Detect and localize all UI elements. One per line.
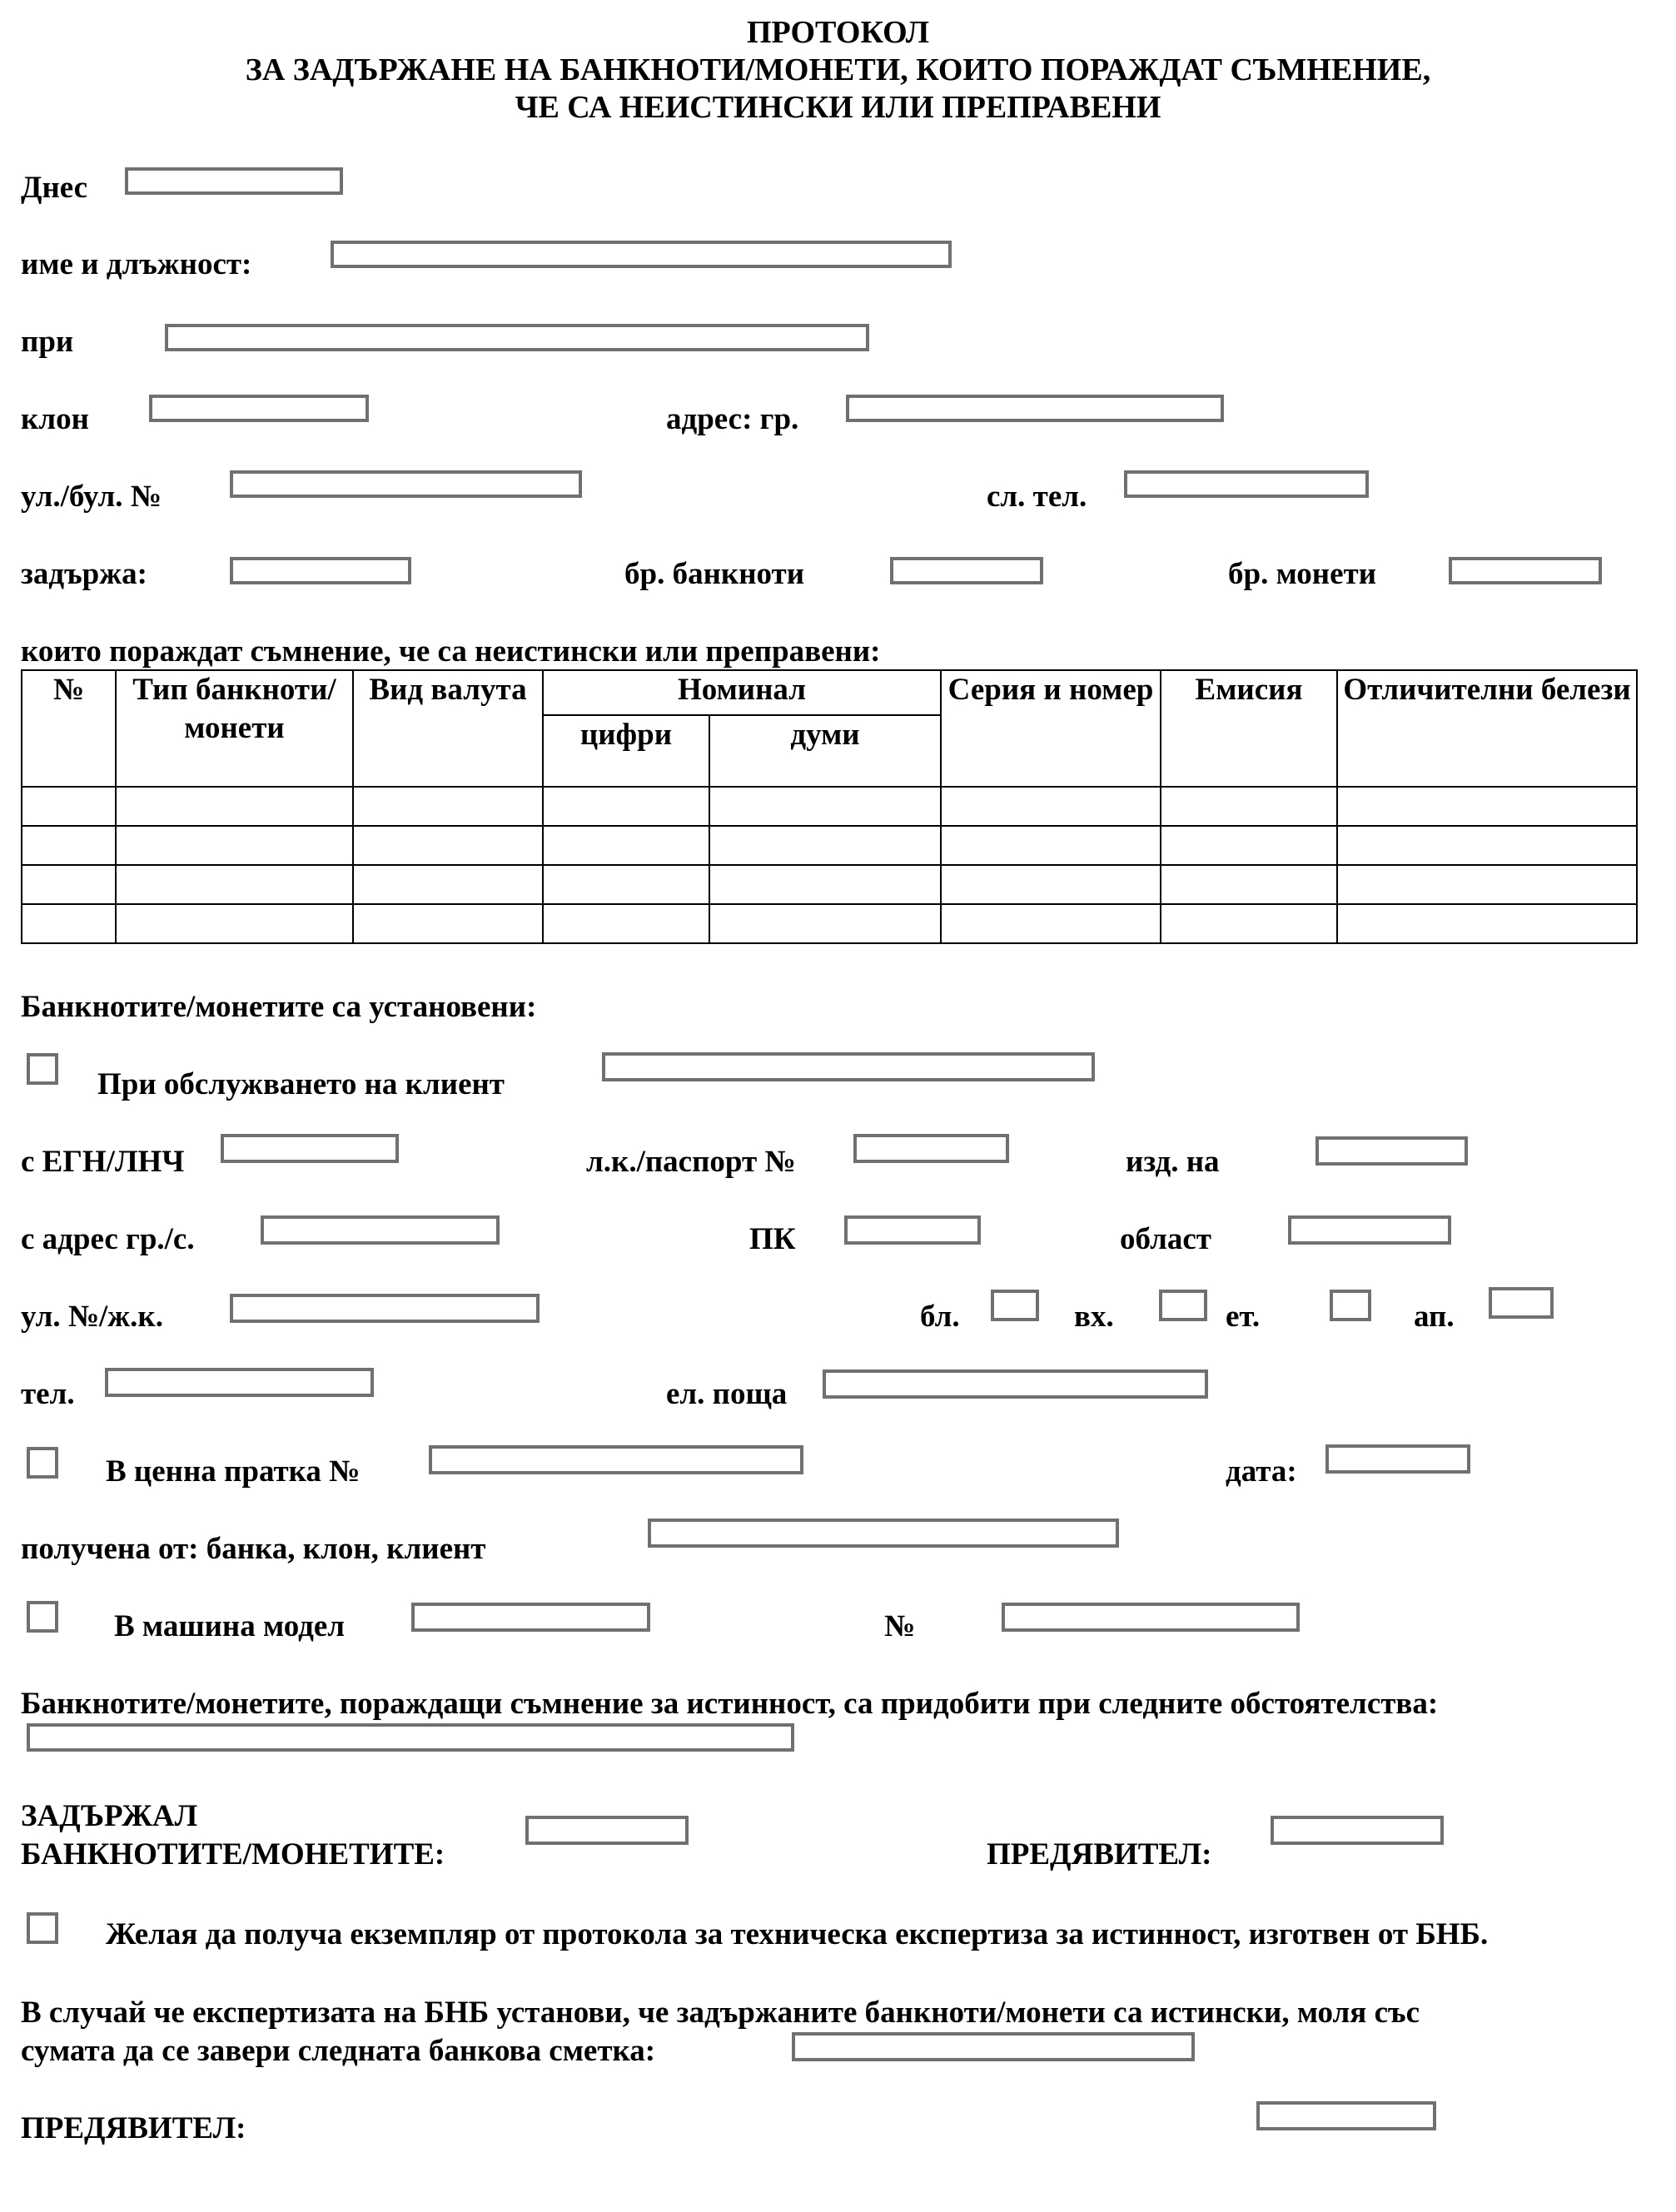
table-cell[interactable] (1337, 787, 1637, 826)
coin-count-field[interactable] (1449, 557, 1602, 584)
email-field[interactable] (823, 1369, 1208, 1399)
table-row (22, 904, 1637, 943)
table-cell[interactable] (1161, 904, 1337, 943)
work-phone-label: сл. тел. (987, 480, 1087, 514)
circumstances-label: Банкнотите/монетите, пораждащи съмнение за истинност, са придобити при следните обстоятелства: (21, 1687, 1439, 1721)
table-cell[interactable] (1337, 826, 1637, 865)
apartment-label: ап. (1414, 1300, 1455, 1334)
table-cell[interactable] (1161, 826, 1337, 865)
at-label: при (21, 325, 74, 359)
table-cell[interactable] (709, 865, 941, 904)
street-label: ул./бул. № (21, 480, 162, 514)
apartment-field[interactable] (1489, 1287, 1554, 1319)
street-complex-label: ул. №/ж.к. (21, 1300, 163, 1334)
block-field[interactable] (991, 1290, 1039, 1321)
table-cell[interactable] (543, 904, 709, 943)
table-cell[interactable] (543, 865, 709, 904)
client-service-label: При обслужването на клиент (97, 1067, 505, 1101)
table-cell[interactable] (1161, 865, 1337, 904)
header-words: думи (709, 715, 941, 787)
floor-field[interactable] (1330, 1290, 1371, 1321)
postal-code-field[interactable] (844, 1215, 981, 1245)
branch-field[interactable] (149, 395, 369, 422)
table-cell[interactable] (116, 787, 353, 826)
egn-label: с ЕГН/ЛНЧ (21, 1145, 185, 1179)
header-no: № (22, 670, 116, 787)
banknote-count-field[interactable] (890, 557, 1043, 584)
valuable-parcel-field[interactable] (429, 1445, 803, 1474)
detained-by-label-line-2: БАНКНОТИТЕ/МОНЕТИТЕ: (21, 1837, 445, 1872)
table-row (22, 826, 1637, 865)
region-label: област (1120, 1222, 1211, 1256)
table-cell[interactable] (116, 904, 353, 943)
header-emission: Емисия (1161, 670, 1337, 787)
want-copy-label: Желая да получа екземпляр от протокола за техническа експертиза за истинност, изготвен от БНБ. (106, 1917, 1489, 1951)
banknote-count-label: бр. банкноти (624, 557, 805, 591)
refund-text-line-1: В случай че експертизата на БНБ установи, че задържаните банкноти/монети са истински, моля със (21, 1996, 1420, 2030)
floor-label: ет. (1226, 1300, 1261, 1334)
street-field[interactable] (230, 470, 582, 498)
postal-code-label: ПК (749, 1222, 796, 1256)
table-cell[interactable] (116, 826, 353, 865)
name-position-label: име и длъжност: (21, 247, 252, 281)
table-cell[interactable] (353, 904, 543, 943)
table-cell[interactable] (22, 865, 116, 904)
table-cell[interactable] (941, 826, 1161, 865)
detained-label: задържа: (21, 557, 147, 591)
table-cell[interactable] (941, 787, 1161, 826)
client-service-checkbox[interactable] (27, 1053, 58, 1085)
entrance-field[interactable] (1159, 1290, 1207, 1321)
client-field[interactable] (602, 1052, 1095, 1081)
want-copy-checkbox[interactable] (27, 1912, 58, 1944)
parcel-date-label: дата: (1226, 1454, 1297, 1489)
established-label: Банкнотите/монетите са установени: (21, 990, 537, 1024)
table-row (22, 787, 1637, 826)
table-cell[interactable] (709, 826, 941, 865)
parcel-date-field[interactable] (1325, 1444, 1470, 1474)
table-cell[interactable] (116, 865, 353, 904)
id-card-label: л.к./паспорт № (586, 1145, 796, 1179)
detained-field[interactable] (230, 557, 411, 584)
email-label: ел. поща (666, 1377, 788, 1411)
client-address-label: с адрес гр./с. (21, 1222, 195, 1256)
machine-number-field[interactable] (1002, 1603, 1300, 1632)
valuable-parcel-label: В ценна пратка № (106, 1454, 361, 1489)
region-field[interactable] (1288, 1215, 1451, 1245)
table-cell[interactable] (941, 904, 1161, 943)
document-title: ПРОТОКОЛ (746, 15, 930, 50)
header-serial: Серия и номер (941, 670, 1161, 787)
entrance-label: вх. (1074, 1300, 1114, 1334)
issued-by-field[interactable] (1315, 1136, 1468, 1166)
machine-number-label: № (884, 1609, 916, 1643)
header-digits: цифри (543, 715, 709, 787)
header-features: Отличителни белези (1337, 670, 1637, 787)
table-cell[interactable] (543, 787, 709, 826)
table-cell[interactable] (353, 787, 543, 826)
table-cell[interactable] (1337, 865, 1637, 904)
suspicion-label: които пораждат съмнение, че са неистински или преправени: (21, 634, 881, 669)
received-from-label: получена от: банка, клон, клиент (21, 1532, 486, 1566)
table-cell[interactable] (1337, 904, 1637, 943)
document-subtitle-line-1: ЗА ЗАДЪРЖАНЕ НА БАНКНОТИ/МОНЕТИ, КОИТО ПОРАЖДАТ СЪМНЕНИЕ, (245, 52, 1431, 87)
today-label: Днес (21, 171, 88, 205)
received-from-field[interactable] (648, 1519, 1119, 1548)
street-complex-field[interactable] (230, 1294, 540, 1323)
block-label: бл. (920, 1300, 960, 1334)
header-nominal: Номинал (543, 670, 941, 715)
address-city-field[interactable] (846, 395, 1224, 422)
bank-account-field[interactable] (792, 2032, 1195, 2061)
address-city-label: адрес: гр. (666, 402, 799, 436)
valuable-parcel-checkbox[interactable] (27, 1447, 58, 1479)
refund-text-line-2: сумата да се завери следната банкова сметка: (21, 2034, 656, 2068)
header-type: Тип банкноти/ монети (116, 670, 353, 787)
detained-by-label-line-1: ЗАДЪРЖАЛ (21, 1799, 198, 1833)
table-cell[interactable] (709, 787, 941, 826)
table-cell[interactable] (353, 826, 543, 865)
presenter-label: ПРЕДЯВИТЕЛ: (987, 1837, 1212, 1872)
today-field[interactable] (125, 167, 343, 195)
document-subtitle-line-2: ЧЕ СА НЕИСТИНСКИ ИЛИ ПРЕПРАВЕНИ (515, 90, 1161, 125)
machine-model-label: В машина модел (114, 1609, 346, 1643)
table-cell[interactable] (941, 865, 1161, 904)
name-position-field[interactable] (331, 241, 952, 268)
phone-label: тел. (21, 1377, 75, 1411)
table-cell[interactable] (709, 904, 941, 943)
phone-field[interactable] (105, 1368, 374, 1397)
table-cell[interactable] (22, 904, 116, 943)
table-cell[interactable] (1161, 787, 1337, 826)
id-card-field[interactable] (853, 1134, 1009, 1163)
issued-by-label: изд. на (1126, 1145, 1220, 1179)
circumstances-field[interactable] (27, 1723, 794, 1752)
table-cell[interactable] (22, 826, 116, 865)
table-row (22, 865, 1637, 904)
detained-by-signature-field[interactable] (525, 1816, 689, 1845)
branch-label: клон (21, 402, 89, 436)
machine-checkbox[interactable] (27, 1601, 58, 1633)
header-currency: Вид валута (353, 670, 543, 787)
presenter-final-label: ПРЕДЯВИТЕЛ: (21, 2111, 246, 2145)
presenter-signature-field[interactable] (1271, 1816, 1444, 1845)
banknotes-table (21, 669, 1638, 944)
work-phone-field[interactable] (1124, 470, 1369, 498)
at-field[interactable] (165, 324, 869, 351)
table-cell[interactable] (22, 787, 116, 826)
table-cell[interactable] (543, 826, 709, 865)
table-cell[interactable] (353, 865, 543, 904)
coin-count-label: бр. монети (1228, 557, 1377, 591)
machine-model-field[interactable] (411, 1603, 650, 1632)
presenter-final-signature-field[interactable] (1256, 2101, 1436, 2130)
egn-field[interactable] (221, 1134, 399, 1163)
client-address-field[interactable] (261, 1215, 500, 1245)
